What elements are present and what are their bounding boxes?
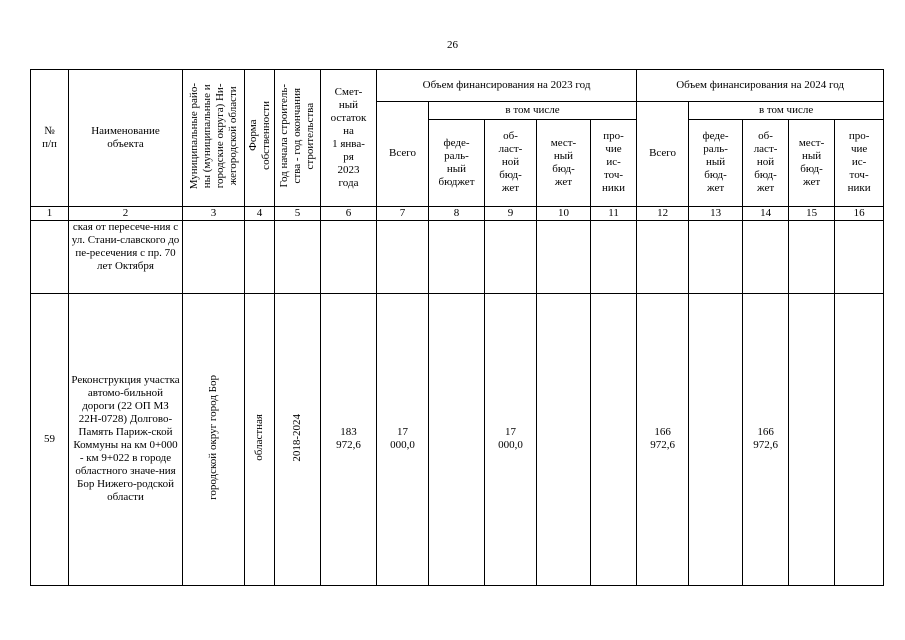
column-number: 11 [591, 206, 637, 220]
row-number: 59 [31, 293, 69, 585]
other-2023-cell [591, 293, 637, 585]
header-municipality: Муниципальные райо- ны (муниципальные и городские округа) Ни- жегородской области [183, 70, 245, 207]
header-fin-2024: Объем финансирования на 2024 год [637, 70, 884, 102]
header-federal-2023: феде- раль- ный бюджет [429, 120, 485, 206]
header-regional-2024: об- ласт- ной бюд- жет [743, 120, 789, 206]
column-number: 8 [429, 206, 485, 220]
estimate-cell: 183 972,6 [321, 293, 377, 585]
table-row [31, 293, 884, 585]
object-name-continuation: ская от пересече-ния с ул. Стани-славского до пе-ресечения с пр. 70 лет Октября [69, 220, 183, 293]
local-2024-cell [789, 293, 835, 585]
column-number: 10 [537, 206, 591, 220]
header-other-2024: про- чие ис- точ- ники [835, 120, 884, 206]
header-other-2023: про- чие ис- точ- ники [591, 120, 637, 206]
total-2024-cell: 166 972,6 [637, 293, 689, 585]
municipality-cell: городской округ город Бор [183, 293, 245, 585]
header-including-2024: в том числе [689, 102, 884, 120]
column-number: 14 [743, 206, 789, 220]
header-total-2024: Всего [637, 102, 689, 206]
years-cell: 2018-2024 [275, 293, 321, 585]
financing-table [30, 69, 884, 586]
column-number: 15 [789, 206, 835, 220]
regional-2024-cell: 166 972,6 [743, 293, 789, 585]
total-2023-cell: 17 000,0 [377, 293, 429, 585]
federal-2024-cell [689, 293, 743, 585]
header-num: № п/п [31, 70, 69, 207]
column-number: 16 [835, 206, 884, 220]
regional-2023-cell: 17 000,0 [485, 293, 537, 585]
federal-2023-cell [429, 293, 485, 585]
header-fin-2023: Объем финансирования на 2023 год [377, 70, 637, 102]
header-name: Наименование объекта [69, 70, 183, 207]
local-2023-cell [537, 293, 591, 585]
column-number: 7 [377, 206, 429, 220]
ownership-cell: областная [245, 293, 275, 585]
column-number: 4 [245, 206, 275, 220]
column-number: 5 [275, 206, 321, 220]
header-estimate: Смет- ный остаток на 1 янва- ря 2023 года [321, 70, 377, 207]
header-total-2023: Всего [377, 102, 429, 206]
page-number: 26 [447, 39, 458, 51]
header-including-2023: в том числе [429, 102, 637, 120]
other-2024-cell [835, 293, 884, 585]
column-number: 13 [689, 206, 743, 220]
header-federal-2024: феде- раль- ный бюд- жет [689, 120, 743, 206]
column-number: 1 [31, 206, 69, 220]
header-ownership: Форма собственности [245, 70, 275, 207]
header-local-2023: мест- ный бюд- жет [537, 120, 591, 206]
table-row [31, 220, 884, 293]
column-number: 12 [637, 206, 689, 220]
column-number: 6 [321, 206, 377, 220]
object-name: Реконструкция участка автомо-бильной дороги (22 ОП МЗ 22Н-0728) Долгово-Память Париж-ской Коммуны на км 0+000 - км 9+022 в городе областного значе-ния Бор Нижего-родской области [69, 293, 183, 585]
column-number: 2 [69, 206, 183, 220]
column-number-row [31, 206, 884, 220]
column-number: 9 [485, 206, 537, 220]
header-regional-2023: об- ласт- ной бюд- жет [485, 120, 537, 206]
header-years: Год начала строитель- ства - год окончания строительства [275, 70, 321, 207]
header-local-2024: мест- ный бюд- жет [789, 120, 835, 206]
column-number: 3 [183, 206, 245, 220]
